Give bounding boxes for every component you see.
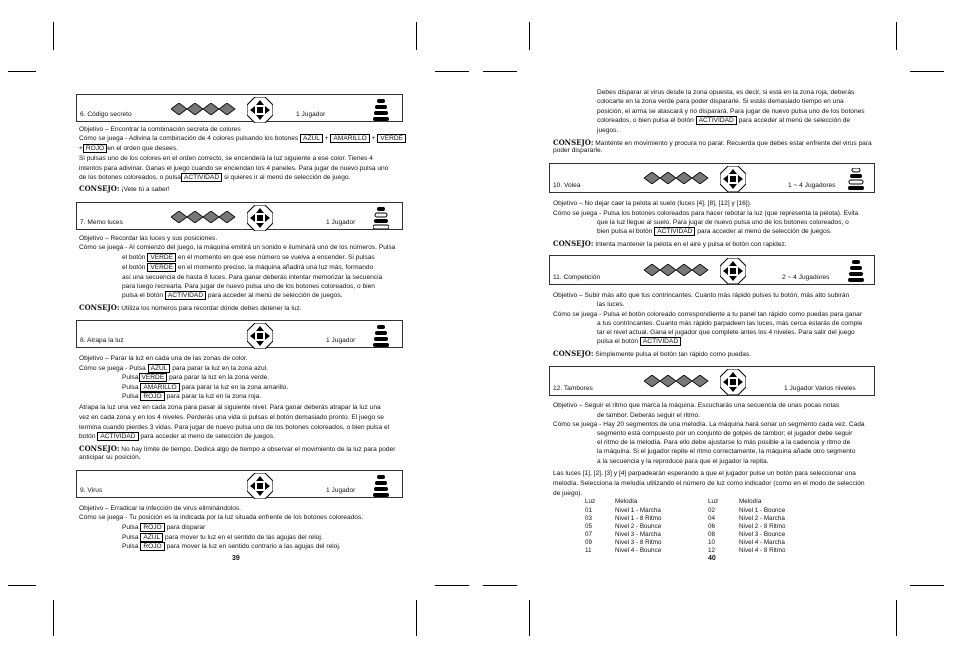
amarillo-tag: AMARILLO: [140, 383, 179, 392]
text-line: Cómo se juega - Pulsa AZUL para parar la luz en la zona azul.: [79, 365, 268, 372]
text-line: Pulsa ROJO para disparar: [122, 524, 206, 531]
text-line: Objetivo – Recordar las luces y sus posiciones.: [79, 235, 218, 242]
text-line: poder dispararle.: [553, 147, 603, 154]
text-line: pulsa el botón ACTIVIDAD para acceder al menú de selección de juegos.: [122, 292, 343, 299]
text-line: + ROJO en el orden que desees.: [79, 145, 178, 152]
actividad-tag: ACTIVIDAD: [654, 227, 695, 236]
text-line: el botón VERDE en el momento en que ese número se vuelva a encender. Si pulsas: [122, 254, 375, 261]
text-line: Cómo se juega - Hay 20 segmentos de una melodía. La máquina hará sonar un segmento cada vez. Cada: [553, 421, 865, 428]
text-line: Objetivo – Erradicar la infección de virus eliminándolos.: [79, 505, 241, 512]
table-cell: Nivel 1 - Marcha: [615, 507, 661, 514]
text-line: Objetivo – No dejar caer la pelota al suelo (luces [4], [8], [12] y [16]).: [553, 200, 752, 207]
text-line: las luces.: [597, 301, 625, 308]
diamond-lights-icon: [644, 264, 710, 276]
text-line: Pulsa ROJO para mover la luz en sentido contrario a las agujas del reloj.: [122, 543, 341, 550]
text-line: Las luces [1], [2], [3] y [4] parpadearán esperando a que el jugador pulse un botón para seleccionar una: [553, 470, 856, 477]
azul-tag: AZUL: [148, 364, 171, 373]
text-line: Pulsa AZUL para mover tu luz en el sentido de las agujas del reloj.: [122, 534, 323, 541]
text-line: Cómo se juega - Al comienzo del juego, la máquina emitirá un sonido e iluminará uno de los números. Pulsa: [79, 244, 396, 251]
rojo-tag: ROJO: [83, 144, 107, 153]
game-title: 6. Código secreto: [80, 111, 132, 118]
table-cell: 06: [708, 523, 716, 530]
game-title: 12. Tambores: [553, 385, 593, 392]
dpad-icon: [720, 166, 746, 192]
text-line: anticipar su posición.: [79, 454, 141, 461]
dpad-icon: [247, 97, 273, 123]
rojo-tag: ROJO: [140, 523, 164, 532]
game-header-11: [549, 255, 875, 285]
right-page: [477, 0, 954, 661]
table-cell: Nivel 2 - Marcha: [739, 515, 785, 522]
text-line: el ritmo de la melodía. Para ello debe ajustarse lo más posible a la cadencia y ritmo de: [597, 439, 851, 446]
dpad-icon: [247, 473, 273, 499]
players-label: 1 Jugador Varios niveles: [784, 385, 856, 392]
text-line: vez en cada zona y en los 4 niveles. Perderás una vida si pulsas el botón demasiado pronto. El juego se: [79, 414, 384, 421]
players-label: 1 Jugador: [326, 337, 356, 344]
text-line: de juego).: [553, 490, 583, 497]
diamond-lights-icon: [171, 103, 237, 115]
text-line: a tus contrincantes. Cuanto más rápido parpadeen las luces, más cerca estarás de comple: [597, 320, 863, 327]
azul-tag: AZUL: [300, 134, 323, 143]
table-cell: Nivel 3 - Marcha: [615, 531, 661, 538]
consejo-line: CONSEJO: ¡Vete tú a saber!: [79, 184, 170, 193]
actividad-tag: ACTIVIDAD: [696, 116, 737, 125]
table-header: Luz: [708, 498, 719, 505]
text-line: Objetivo – Parar la luz en cada una de las zonas de color.: [79, 355, 248, 362]
actividad-tag: ACTIVIDAD: [181, 173, 222, 182]
table-cell: 04: [708, 515, 716, 522]
azul-tag: AZUL: [140, 533, 163, 542]
text-line: termina cuando pierdes 3 vidas. Para jugar de nuevo pulsa uno de los botones coloreados, o bien pulsa el: [79, 424, 390, 431]
text-line: tar el nivel actual. Gana el jugador que complete antes los 4 niveles. Para salir del juego: [597, 329, 855, 336]
rojo-tag: ROJO: [140, 542, 164, 551]
dpad-icon: [720, 369, 746, 395]
text-line: juegos.: [597, 127, 619, 134]
dpad-icon: [247, 323, 273, 349]
text-line: bien pulsa el botón ACTIVIDAD para acceder al menú de selección de juegos.: [597, 228, 832, 235]
game-header-10: [549, 163, 875, 193]
text-line: Atrapa la luz una vez en cada zona para pasar al siguiente nivel. Para ganar deberás atrapar la luz una: [79, 404, 381, 411]
table-cell: 07: [585, 531, 593, 538]
game-title: 8. Atrapa la luz: [80, 337, 124, 344]
table-cell: Nivel 2 - Bounce: [615, 523, 662, 530]
table-cell: 08: [708, 531, 716, 538]
text-line: para luego recrearla. Para jugar de nuevo pulsa uno de los botones coloreados, o bien: [122, 283, 375, 290]
text-line: de los botones coloreados, o pulsa ACTIVIDAD si quieres ir al menú de selección de juego.: [79, 174, 351, 181]
actividad-tag: ACTIVIDAD: [165, 291, 206, 300]
table-cell: 01: [585, 507, 593, 514]
consejo-line: CONSEJO: Simplemente pulsa el botón tan rápido como puedas.: [553, 349, 752, 358]
players-label: 1 Jugador: [326, 219, 356, 226]
table-header: Luz: [585, 498, 596, 505]
text-line: Cómo se juega - Tu posición es la indicada por la luz situada enfrente de los botones coloreados.: [79, 514, 364, 521]
game-title: 7. Memo luces: [80, 219, 123, 226]
game-header-6: [76, 94, 403, 122]
player-stack-icon: [373, 99, 389, 121]
amarillo-tag: AMARILLO: [330, 134, 369, 143]
verde-tag: VERDE: [139, 373, 168, 382]
text-line: posición, el arma se atascará y no disparará. Para jugar de nuevo pulsa uno de los botones: [597, 108, 865, 115]
text-line: intentos para adivinar. Ganas el juego cuando se enciendan los 4 paneles. Para jugar de nuevo pulsa uno: [79, 165, 389, 172]
text-line: coloreados, o bien pulsa el botón ACTIVIDAD para acceder al menú de selección de: [597, 117, 851, 124]
verde-tag: VERDE: [377, 134, 406, 143]
game-header-8: [76, 320, 403, 348]
actividad-tag: ACTIVIDAD: [97, 432, 138, 441]
text-line: Cómo se juega - Pulsa el botón coloreado correspondiente a tu panel tan rápido como puedas para ganar: [553, 311, 863, 318]
text-line: Objetivo – Subir más alto que tus contrincantes. Cuanto más rápido pulses tu botón, más alto subirán: [553, 292, 850, 299]
table-cell: 11: [585, 547, 592, 554]
diamond-lights-icon: [644, 172, 710, 184]
table-cell: Nivel 4 - Bounce: [615, 547, 662, 554]
game-header-9: [76, 470, 403, 498]
table-cell: Nivel 3 - Bounce: [739, 531, 786, 538]
table-cell: 09: [585, 539, 593, 546]
diamond-lights-icon: [644, 375, 710, 387]
rojo-tag: ROJO: [140, 392, 164, 401]
player-stack-icon: [848, 260, 864, 282]
table-cell: 05: [585, 523, 593, 530]
text-line: la máquina. Si el jugador repite el ritmo correctamente, la máquina añade otro segmento: [597, 448, 856, 455]
diamond-lights-icon: [171, 211, 237, 223]
table-cell: 02: [708, 507, 716, 514]
consejo-line: CONSEJO: No hay límite de tiempo. Dedica algo de tiempo a observar el movimiento de la luz para poder: [79, 444, 396, 453]
verde-tag: VERDE: [147, 263, 176, 272]
table-cell: Nivel 4 - 8 Ritmo: [739, 547, 786, 554]
table-cell: Nivel 1 - 8 Ritmo: [615, 515, 662, 522]
text-line: melodía. Selecciona la melodía utilizando el número de luz como indicador (como en el modo de selección: [553, 480, 865, 487]
players-label: 2 ~ 4 Jugadores: [782, 274, 830, 281]
text-line: a la secuencia y la reproduce para que el jugador la repita.: [597, 458, 769, 465]
text-line: pulsa el botón ACTIVIDAD: [597, 338, 681, 345]
game-header-12: [549, 366, 875, 396]
text-line: que la luz llegue al suelo. Para jugar de nuevo pulsa uno de los botones coloreados, o: [597, 219, 849, 226]
text-line: Si pulsas uno de los colores en el orden correcto, se encenderá la luz siguiente a ese color. Tienes 4: [79, 155, 373, 162]
text-line: Objetivo – Encontrar la combinación secreta de colores: [79, 126, 241, 133]
consejo-line: CONSEJO: Intenta mantener la pelota en el aire y pulsa el botón con rapidez.: [553, 239, 787, 248]
text-line: colocarte en la zona verde para poder dispararle. Si estás demasiado tiempo en una: [597, 98, 844, 105]
player-stack-icon: [848, 168, 864, 190]
table-header: Melodía: [615, 498, 638, 505]
table-cell: 12: [708, 547, 716, 554]
melody-table: [585, 498, 815, 558]
text-line: el botón VERDE en el momento preciso, la máquina añadirá una luz más, formando: [122, 264, 374, 271]
text-line: Pulsa VERDE para parar la luz en la zona verde.: [122, 374, 270, 381]
table-cell: 10: [708, 539, 716, 546]
verde-tag: VERDE: [147, 253, 176, 262]
consejo-line: CONSEJO: Utiliza los números para recordar dónde debes detener la luz.: [79, 303, 302, 312]
player-stack-icon: [373, 207, 389, 229]
game-header-7: [76, 202, 403, 230]
table-cell: 03: [585, 515, 593, 522]
dpad-icon: [247, 205, 273, 231]
table-cell: Nivel 3 - 8 Ritmo: [615, 539, 662, 546]
text-line: segmento está compuesto por un conjunto de golpes de tambor; el jugador debe seguir: [597, 430, 853, 437]
text-line: Debes disparar al virus desde la zona opuesta, es decir, si está en la zona roja, deberás: [597, 89, 855, 96]
text-line: Cómo se juega - Adivina la combinación de 4 colores pulsando los botones AZUL + AMARILLO + VERDE: [79, 135, 406, 142]
page-number: 40: [708, 555, 716, 562]
text-line: así una secuencia de hasta 8 luces. Para ganar deberás intentar memorizar la secuencia: [122, 274, 383, 281]
text-line: Pulsa AMARILLO para parar la luz en la zona amarillo.: [122, 384, 289, 391]
player-stack-icon: [373, 475, 389, 497]
game-title: 10. Volea: [553, 182, 581, 189]
text-line: Pulsa ROJO para parar la luz en la zona roja.: [122, 393, 262, 400]
consejo-line: CONSEJO: Manténte en movimiento y procura no parar. Recuerda que debes estar enfrente del virus para: [553, 138, 872, 147]
table-cell: Nivel 4 - Marcha: [739, 539, 785, 546]
player-stack-icon: [373, 325, 389, 347]
text-line: de tambor. Deberás seguir el ritmo.: [597, 412, 700, 419]
text-line: Cómo se juega - Pulsa los botones coloreados para hacer rebotar la luz (que representa la pelota). Evita: [553, 210, 859, 217]
dpad-icon: [720, 258, 746, 284]
players-label: 1 Jugador: [296, 111, 326, 118]
players-label: 1 Jugador: [326, 487, 356, 494]
text-line: botón ACTIVIDAD para acceder al menú de selección de juegos.: [79, 433, 275, 440]
table-cell: Nivel 1 - Bounce: [739, 507, 786, 514]
table-cell: Nivel 2 - 8 Ritmo: [739, 523, 786, 530]
page-number: 39: [232, 555, 240, 562]
text-line: Objetivo – Seguir el ritmo que marca la máquina. Escucharás una secuencia de unas pocas notas: [553, 402, 840, 409]
game-title: 9. Virus: [80, 487, 103, 494]
game-title: 11. Competición: [553, 274, 601, 281]
actividad-tag: ACTIVIDAD: [640, 337, 681, 346]
table-header: Melodía: [739, 498, 762, 505]
players-label: 1 ~ 4 Jugadores: [788, 182, 836, 189]
